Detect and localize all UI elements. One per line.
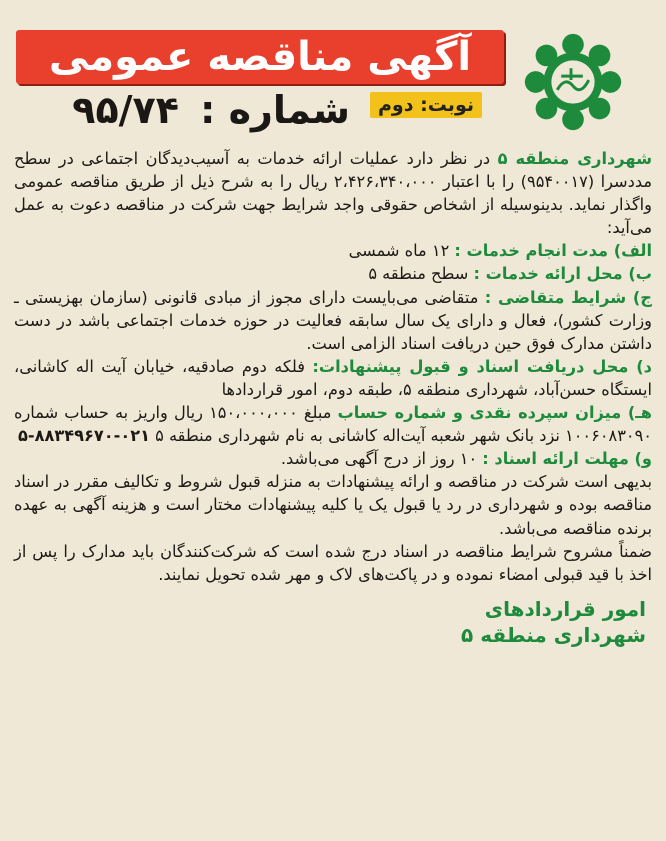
ad-header: [14, 10, 652, 145]
clause-be-label: ب) محل ارائه خدمات :: [473, 264, 652, 284]
clause-vav-text: ۱۰ روز از درج آگهی می‌باشد.: [280, 449, 478, 469]
ad-signature: [14, 596, 652, 648]
clause-dal-label: د) محل دریافت اسناد و قبول پیشنهادات:: [312, 356, 652, 376]
clause-he-label: هـ) میزان سپرده نقدی و شماره حساب: [337, 403, 652, 423]
clause-he: [14, 401, 652, 447]
ad-number: [72, 88, 350, 132]
clause-alef-text: ۱۲ ماه شمسی: [348, 241, 450, 261]
ad-body: [14, 147, 652, 586]
phone-number: ۰۲۱-۸۸۳۴۹۶۷۰-۵: [17, 426, 150, 446]
clause-alef-label: الف) مدت انجام خدمات :: [454, 241, 652, 261]
signature-line-1: امور قراردادهای: [484, 596, 646, 621]
clause-dal-text: فلکه دوم صادقیه، خیابان آیت اله کاشانی، ایستگاه حسن‌آباد، شهرداری منطقه ۵، طبقه دوم، امور قراردادها: [14, 356, 652, 399]
clause-be: [14, 262, 652, 285]
clause-he-text: مبلغ ۱۵۰،۰۰۰،۰۰۰ ریال واریز به حساب شماره ۱۰۰۶۰۸۳۰۹۰ نزد بانک شهر شعبه آیت‌اله کاشانی به نام شهرداری منطقه ۵: [14, 403, 652, 446]
signature-line-2: شهرداری منطقه ۵: [461, 622, 646, 647]
clause-jim-text: متقاضی می‌بایست دارای مجوز از مبادی قانونی (سازمان بهزیستی ـ وزارت کشور)، فعال و دارای یک سال سابقه فعالیت در حوزه خدمات اجتماعی باشد در دست داشتن مدارک فوق حین دریافت اسناد الزامی است.: [14, 287, 652, 353]
terms-paragraph: بدیهی است شرکت در مناقصه و ارائه پیشنهادات به منزله قبول شروط و تکالیف مقرر در اسناد مناقصه بوده و شهرداری در رد یا قبول یک یا کلیه پیشنهادات مختار است و هزینه آگهی به عهده برنده مناقصه می‌باشد.: [14, 472, 652, 538]
clause-dal: [14, 355, 652, 401]
ad-number-label: شماره :: [200, 88, 350, 132]
clause-be-text: سطح منطقه ۵: [368, 264, 469, 284]
clause-vav: [14, 447, 652, 470]
clause-vav-label: و) مهلت ارائه اسناد :: [482, 449, 652, 469]
documents-paragraph: ضمناً مشروح شرایط مناقصه در اسناد درج شده است که شرکت‌کنندگان باید مدارک را پس از اخذ با قید قبولی امضاء نموده و در پاکت‌های لاک و مهر شده تحویل نمایند.: [14, 541, 652, 584]
tehran-municipality-logo-icon: [514, 32, 632, 132]
round-badge: نوبت: دوم: [370, 92, 482, 118]
clause-jim: [14, 286, 652, 355]
intro-paragraph: [14, 147, 652, 239]
intro-text: در نظر دارد عملیات ارائه خدمات به آسیب‌دیدگان اجتماعی در سطح مددسرا (۹۵۴۰۰۱۷) را با اعتبار ۲،۴۲۶،۳۴۰،۰۰۰ ریال را به شرح ذیل از طریق مناقصه عمومی واگذار نماید. بدینوسیله از اشخاص حقوقی واجد شرایط جهت شرکت در مناقصه دعوت به عمل می‌آید:: [14, 149, 652, 238]
ad-title-banner: آگهی مناقصه عمومی: [16, 30, 504, 84]
clause-alef: [14, 239, 652, 262]
intro-org: شهرداری منطقه ۵: [497, 149, 652, 168]
clause-jim-label: ج) شرایط متقاضی :: [484, 287, 652, 307]
ad-number-value: ۹۵/۷۴: [72, 88, 179, 132]
